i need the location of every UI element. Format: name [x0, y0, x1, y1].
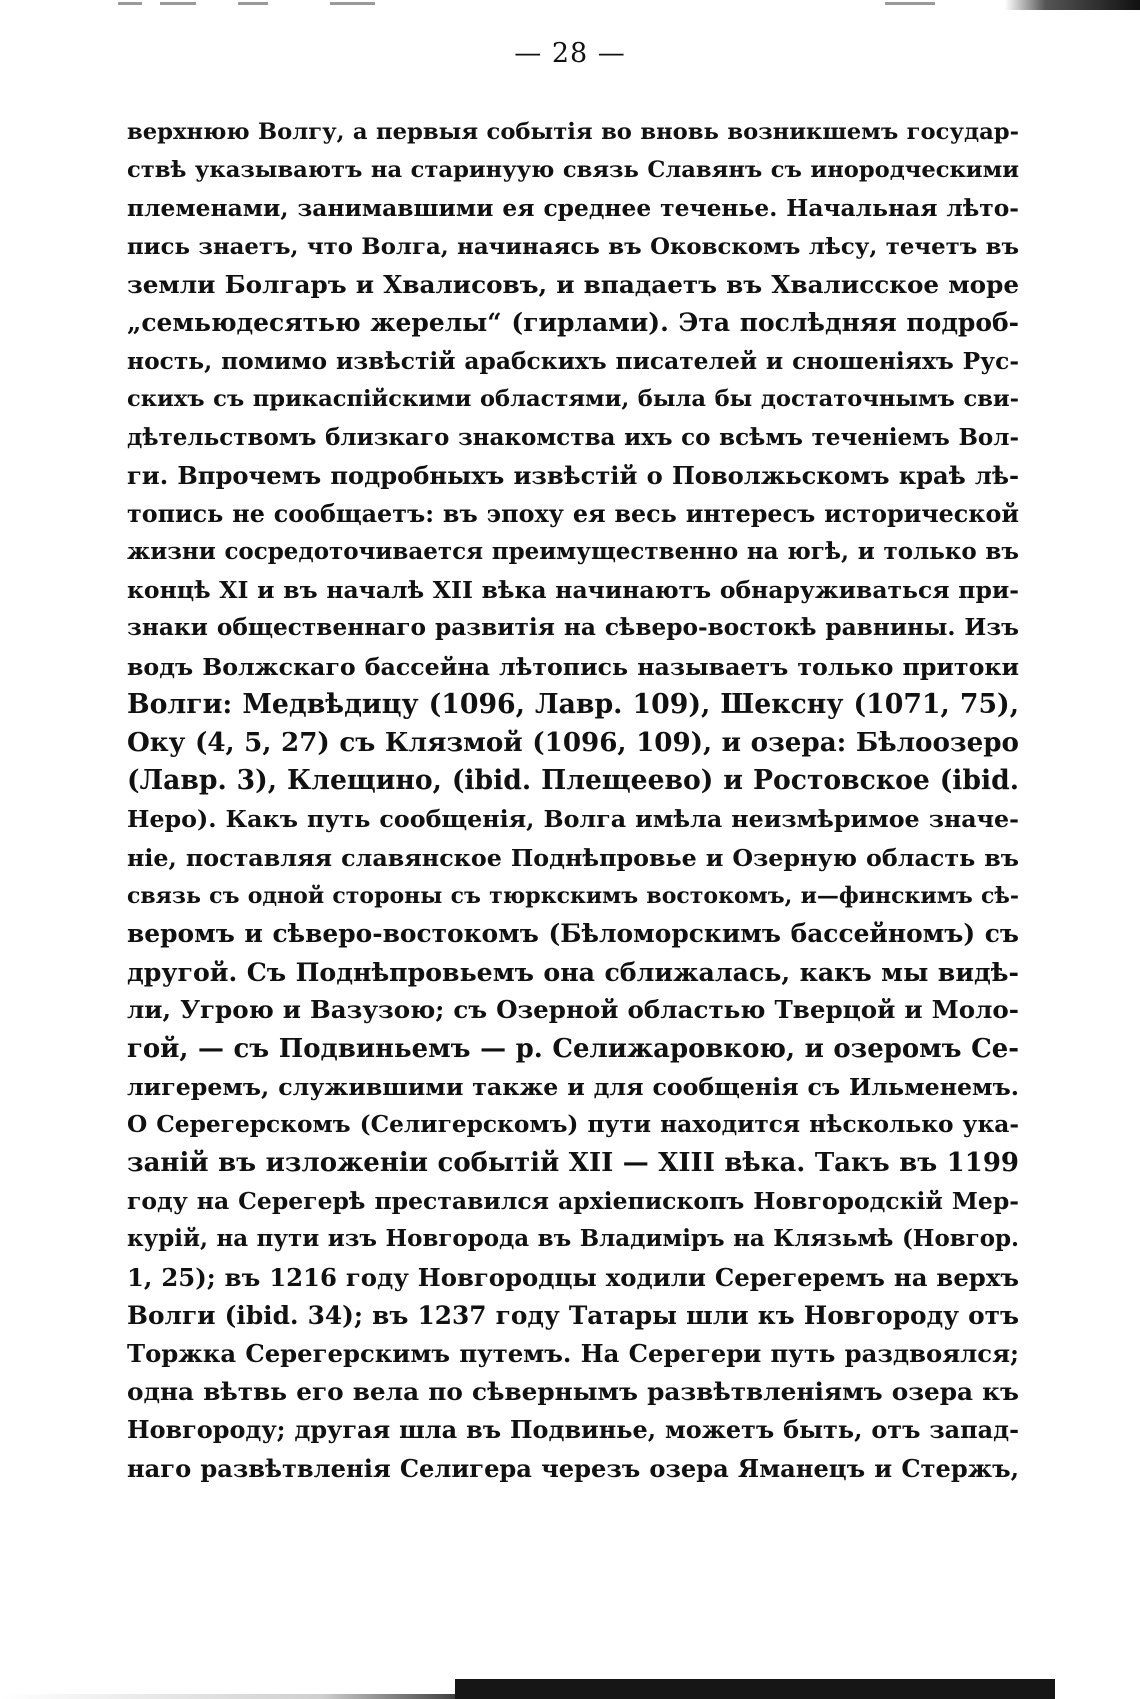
text-line: топись не сообщаетъ: въ эпоху ея весь интересъ исторической [127, 499, 1019, 528]
scan-speck [885, 2, 935, 5]
text-line: Новгороду; другая шла въ Подвинье, можетъ быть, отъ запад- [127, 1416, 1019, 1445]
scan-edge-bottom [0, 1677, 1140, 1699]
text-line: дѣтельствомъ близкаго знакомства ихъ со всѣмъ теченіемъ Вол- [127, 423, 1019, 451]
text-line: Неро). Какъ путь сообщенія, Волга имѣла неизмѣримое значе- [127, 805, 1019, 834]
scan-fade [0, 1694, 460, 1699]
text-line: лигеремъ, служившими также и для сообщенія съ Ильменемъ. [127, 1072, 1019, 1101]
text-line: Торжка Серегерскимъ путемъ. На Серегери путь раздвоялся; [127, 1339, 1019, 1368]
scan-speck [118, 2, 142, 5]
scan-speck [238, 2, 268, 5]
text-line: жизни сосредоточивается преимущественно на югѣ, и только въ [127, 538, 1019, 566]
text-line: заній въ изложеніи событій XII — XIII вѣка. Такъ въ 1199 [127, 1148, 1019, 1179]
text-line: году на Серегерѣ преставился архіепископъ Новгородскій Мер- [127, 1187, 1019, 1216]
text-line: одна вѣтвь его вела по сѣвернымъ развѣтвленіямъ озера къ [127, 1377, 1019, 1407]
scan-speck [160, 2, 196, 5]
text-line: верхнюю Волгу, а первыя событія во вновь возникшемъ государ- [127, 119, 1019, 145]
text-line: Волги (ibid. 34); въ 1237 году Татары шли къ Новгороду отъ [127, 1300, 1019, 1330]
text-line: ствѣ указываютъ на старинуую связь Славянъ съ инородческими [127, 157, 1019, 184]
text-line: курій, на пути изъ Новгорода въ Владиміръ на Клязьмѣ (Новгор. [127, 1225, 1019, 1253]
text-line: (Лавр. 3), Клещино, (ibid. Плещеево) и Ростовское (ibid. [127, 765, 1019, 797]
body-text [127, 113, 1019, 1488]
text-line: земли Болгаръ и Хвалисовъ, и впадаетъ въ Хвалисское море [127, 269, 1019, 299]
text-line: скихъ съ прикаспійскими областями, была бы достаточнымъ сви- [127, 386, 1019, 413]
scan-dark-band [455, 1679, 1055, 1699]
text-line: гой, — съ Подвиньемъ — р. Селижаровкою, и озеромъ Се- [127, 1033, 1019, 1064]
text-line: связь съ одной стороны съ тюркскимъ востокомъ, и—финскимъ сѣ- [127, 882, 1019, 909]
text-line: „семьюдесятью жерелы“ (гирлами). Эта послѣдняя подроб- [127, 307, 1019, 337]
text-line: О Серегерскомъ (Селигерскомъ) пути находится нѣсколько ука- [127, 1110, 1019, 1138]
text-line: веромъ и сѣверо-востокомъ (Бѣломорскимъ бассейномъ) съ [127, 918, 1019, 948]
text-line: ность, помимо извѣстій арабскихъ писателей и сношеніяхъ Рус- [127, 347, 1019, 376]
text-line: ли, Угрою и Вазузою; съ Озерной областью Тверцой и Моло- [127, 995, 1019, 1025]
text-line: 1, 25); въ 1216 году Новгородцы ходили Серегеремъ на верхъ [127, 1262, 1019, 1292]
text-line: Волги: Медвѣдицу (1096, Лавр. 109), Шексну (1071, 75), [127, 688, 1019, 720]
text-line: пись знаетъ, что Волга, начинаясь въ Оковскомъ лѣсу, течетъ въ [127, 233, 1019, 260]
text-line: Оку (4, 5, 27) съ Клязмой (1096, 109), и озера: Бѣлоозеро [127, 727, 1019, 758]
text-line: племенами, занимавшими ея среднее теченье. Начальная лѣто- [127, 194, 1019, 223]
scan-dark-corner [1005, 0, 1140, 10]
text-line: наго развѣтвленія Селигера черезъ озера Яманецъ и Стержъ, [127, 1453, 1019, 1483]
scan-edge-top [0, 0, 1140, 12]
text-line: ги. Впрочемъ подробныхъ извѣстій о Поволжьскомъ краѣ лѣ- [127, 460, 1019, 490]
text-line: ніе, поставляя славянское Поднѣпровье и Озерную область въ [127, 843, 1019, 872]
page-number: — 28 — [514, 38, 626, 69]
scan-speck [330, 2, 375, 5]
text-line: другой. Съ Поднѣпровьемъ она сближалась, какъ мы видѣ- [127, 957, 1019, 988]
text-line: концѣ XI и въ началѣ XII вѣка начинаютъ обнаруживаться при- [127, 576, 1019, 605]
text-line: знаки общественнаго развитія на сѣверо-востокѣ равнины. Изъ [127, 614, 1019, 642]
text-line: водъ Волжскаго бассейна лѣтопись называетъ только притоки [127, 652, 1019, 681]
